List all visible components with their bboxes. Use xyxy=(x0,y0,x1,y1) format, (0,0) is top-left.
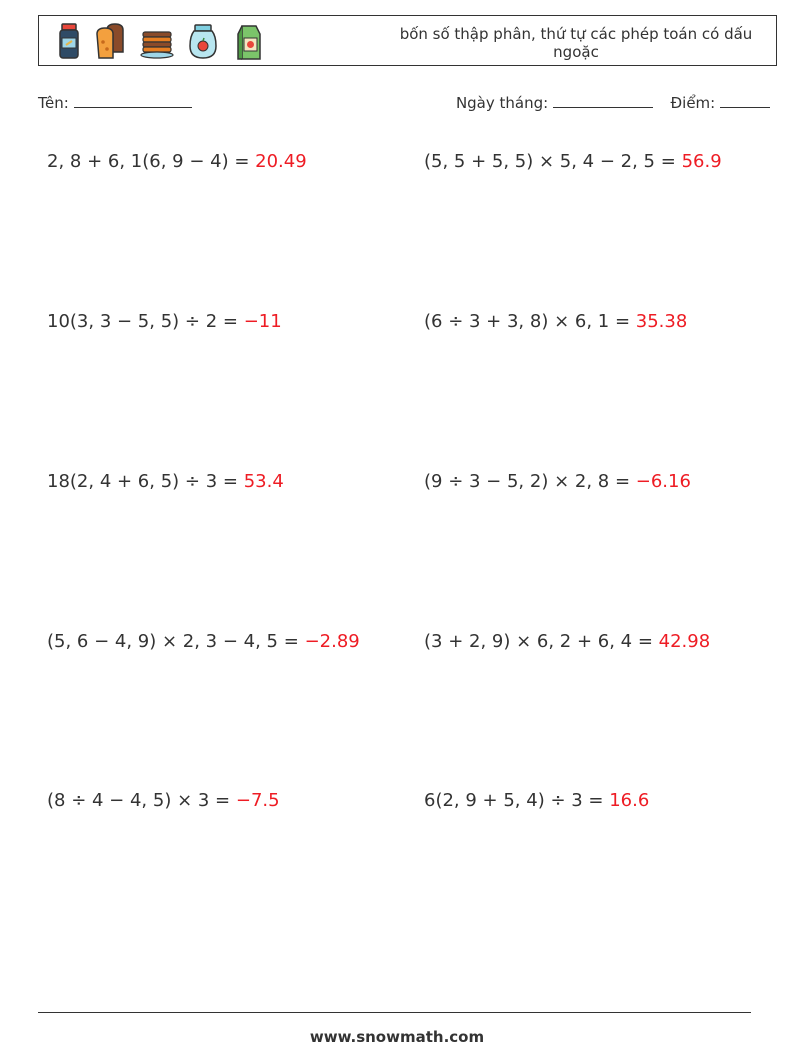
problem-8 xyxy=(424,631,710,652)
footer-website[interactable]: www.snowmath.com xyxy=(309,1028,485,1046)
problem-answer: 16.6 xyxy=(609,790,650,811)
problem-expression: (9 ÷ 3 − 5, 2) × 2, 8 = xyxy=(424,471,631,492)
problem-expression: 6(2, 9 + 5, 4) ÷ 3 = xyxy=(424,790,604,811)
problem-answer: 35.38 xyxy=(635,311,688,332)
problem-expression: (8 ÷ 4 − 4, 5) × 3 = xyxy=(47,790,231,811)
problem-answer: 42.98 xyxy=(658,631,711,652)
date-score-fields xyxy=(456,93,770,112)
problem-2 xyxy=(424,151,722,172)
name-field xyxy=(38,93,192,112)
problem-answer: −2.89 xyxy=(304,631,360,652)
problem-expression: (3 + 2, 9) × 6, 2 + 6, 4 = xyxy=(424,631,653,652)
problem-expression: 2, 8 + 6, 1(6, 9 − 4) = xyxy=(47,151,250,172)
problem-expression: (5, 5 + 5, 5) × 5, 4 − 2, 5 = xyxy=(424,151,676,172)
problem-answer: 20.49 xyxy=(255,151,307,172)
problem-expression: (5, 6 − 4, 9) × 2, 3 − 4, 5 = xyxy=(47,631,299,652)
jam-jar-icon xyxy=(51,22,87,62)
score-label: Điểm: xyxy=(670,94,716,112)
date-label: Ngày tháng: xyxy=(455,94,549,112)
problem-answer: 53.4 xyxy=(243,471,284,492)
juice-carton-icon xyxy=(231,22,267,62)
worksheet-title: bốn số thập phân, thứ tự các phép toán có dấu ngoặc xyxy=(399,25,753,61)
problem-expression: (6 ÷ 3 + 3, 8) × 6, 1 = xyxy=(424,311,631,332)
problem-expression: 10(3, 3 − 5, 5) ÷ 2 = xyxy=(47,311,238,332)
problem-answer: 56.9 xyxy=(681,151,722,172)
problem-3 xyxy=(47,311,282,332)
toast-icon xyxy=(93,22,129,62)
problem-expression: 18(2, 4 + 6, 5) ÷ 3 = xyxy=(47,471,238,492)
problem-4 xyxy=(424,311,687,332)
problem-answer: −11 xyxy=(243,311,282,332)
problem-answer: −7.5 xyxy=(235,790,280,811)
problem-answer: −6.16 xyxy=(635,471,691,492)
name-blank[interactable] xyxy=(74,93,192,108)
footer-divider xyxy=(38,1012,751,1013)
worksheet-header xyxy=(38,15,777,66)
problem-10 xyxy=(424,790,649,811)
problem-1 xyxy=(47,151,307,172)
problem-5 xyxy=(47,471,284,492)
pancakes-icon xyxy=(139,22,175,62)
score-blank[interactable] xyxy=(720,93,770,108)
problem-7 xyxy=(47,631,360,652)
date-blank[interactable] xyxy=(553,93,653,108)
apple-jam-jar-icon xyxy=(185,22,221,62)
name-label: Tên: xyxy=(38,94,69,112)
problem-9 xyxy=(47,790,280,811)
problem-6 xyxy=(424,471,691,492)
